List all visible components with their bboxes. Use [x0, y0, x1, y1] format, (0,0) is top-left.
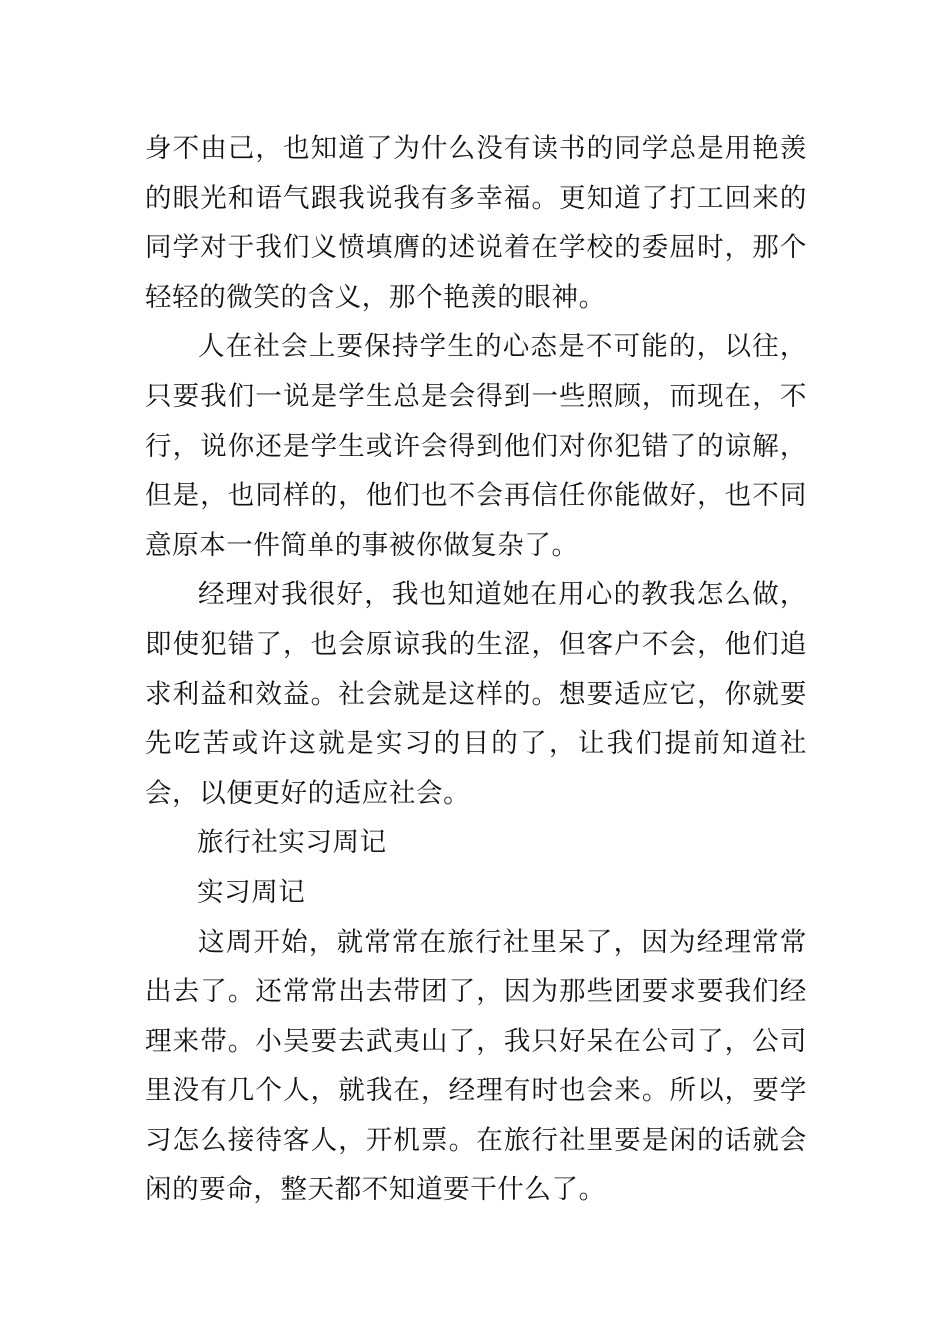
document-body	[145, 124, 807, 1215]
paragraph-4: 这周开始，就常常在旅行社里呆了，因为经理常常出去了。还常常出去带团了，因为那些团要求要我们经理来带。小吴要去武夷山了，我只好呆在公司了，公司里没有几个人，就我在，经理有时也会来。所以，要学习怎么接待客人，开机票。在旅行社里要是闲的话就会闲的要命，整天都不知道要干什么了。	[145, 926, 807, 1206]
paragraph-1: 身不由己，也知道了为什么没有读书的同学总是用艳羡的眼光和语气跟我说我有多幸福。更知道了打工回来的同学对于我们义愤填膺的述说着在学校的委屈时，那个轻轻的微笑的含义，那个艳羡的眼神。	[145, 133, 807, 313]
paragraph-3: 经理对我很好，我也知道她在用心的教我怎么做，即使犯错了，也会原谅我的生涩，但客户不会，他们追求利益和效益。社会就是这样的。想要适应它，你就要先吃苦或许这就是实习的目的了，让我们提前知道社会，以便更好的适应社会。	[145, 579, 807, 809]
section-heading-internship-journal: 实习周记	[197, 876, 306, 908]
section-heading-travel-agency-internship: 旅行社实习周记	[197, 827, 387, 859]
paragraph-2: 人在社会上要保持学生的心态是不可能的，以往，只要我们一说是学生总是会得到一些照顾，而现在，不行，说你还是学生或许会得到他们对你犯错了的谅解，但是，也同样的，他们也不会再信任你能做好，也不同意原本一件简单的事被你做复杂了。	[145, 331, 807, 561]
